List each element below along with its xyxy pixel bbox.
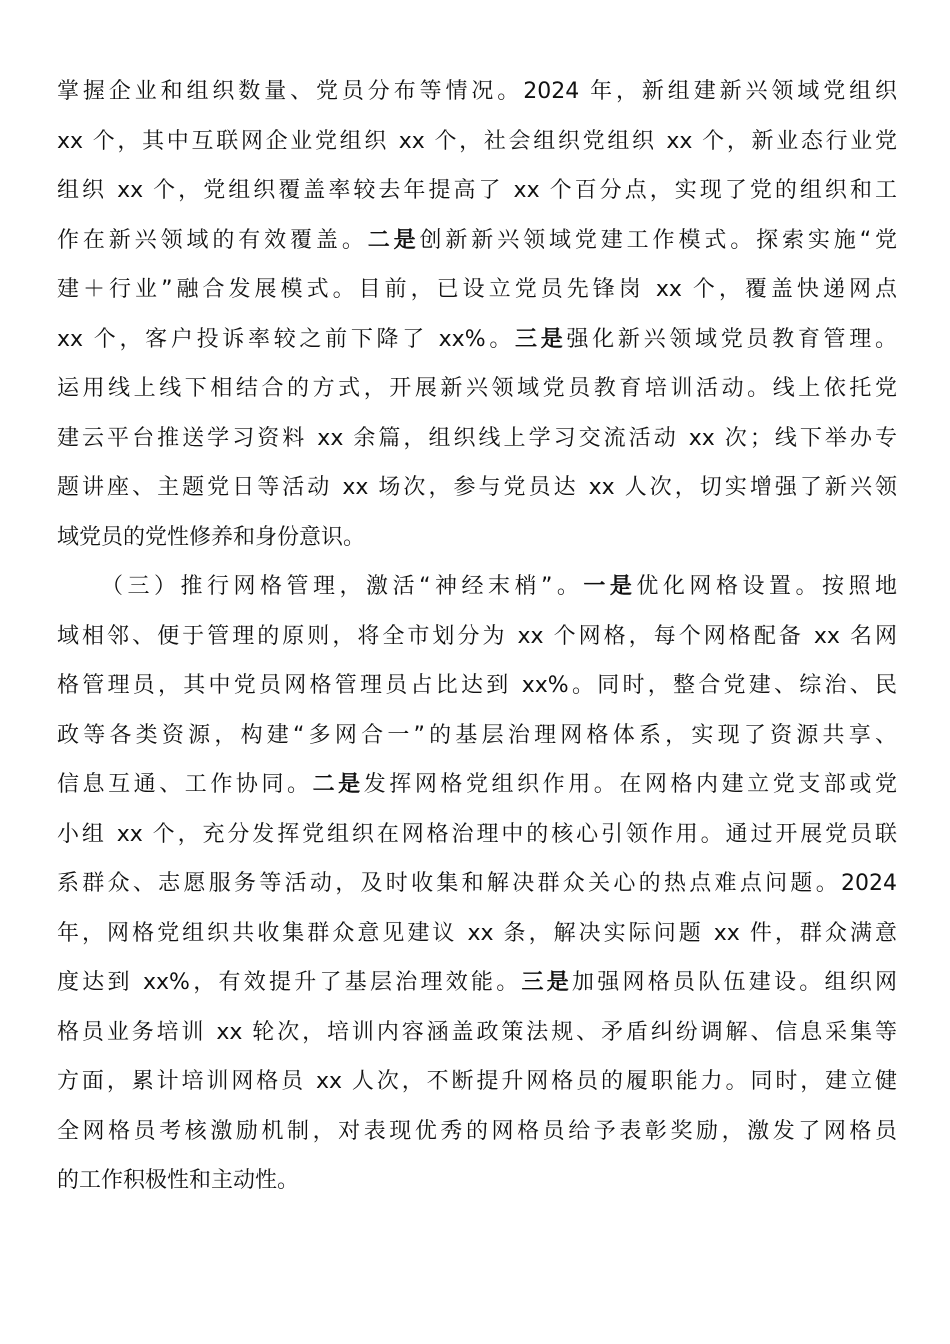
text-segment: 全网格员考核激励机制，对表现优秀的网格员给予表彰奖励，激发了网格员: [57, 1118, 897, 1144]
text-segment: 创新新兴领域党建工作模式。探索实施“党: [419, 227, 897, 253]
text-segment: 建云平台推送学习资料 xx 余篇，组织线上学习交流活动 xx 次；线下举办专: [57, 425, 897, 451]
text-line: [57, 661, 897, 711]
text-segment: 信息互通、工作协同。: [57, 772, 313, 797]
text-segment: 掌握企业和组织数量、党员分布等情况。2024 年，新组建新兴领域党组织: [57, 79, 897, 104]
bold-marker: 三是: [515, 326, 567, 352]
text-segment: 建＋行业”融合发展模式。目前，已设立党员先锋岗 xx 个，覆盖快递网点: [57, 277, 897, 302]
text-segment: 格员业务培训 xx 轮次，培训内容涵盖政策法规、矛盾纠纷调解、信息采集等: [57, 1019, 897, 1045]
text-line: [57, 265, 897, 315]
text-line: [57, 760, 897, 810]
text-line: [57, 166, 897, 216]
text-line: [57, 513, 897, 563]
text-line: [57, 1156, 897, 1206]
bold-marker: 三是: [521, 970, 572, 995]
bold-marker: 一是: [583, 574, 637, 599]
text-line: [57, 315, 897, 365]
text-line: [57, 364, 897, 414]
document-body: [57, 67, 897, 1206]
text-segment: 题讲座、主题党日等活动 xx 场次，参与党员达 xx 人次，切实增强了新兴领: [57, 475, 897, 500]
text-segment: 的工作积极性和主动性。: [57, 1168, 300, 1193]
text-line: [57, 711, 897, 761]
text-line: [57, 1008, 897, 1058]
text-segment: 度达到 xx%，有效提升了基层治理效能。: [57, 970, 522, 995]
text-segment: 组织 xx 个，党组织覆盖率较去年提高了 xx 个百分点，实现了党的组织和工: [57, 178, 897, 203]
text-line: [57, 909, 897, 959]
text-segment: 小组 xx 个，充分发挥党组织在网格治理中的核心引领作用。通过开展党员联: [57, 821, 897, 847]
text-segment: 系群众、志愿服务等活动，及时收集和解决群众关心的热点难点问题。2024: [57, 871, 897, 896]
text-segment: xx 个，客户投诉率较之前下降了 xx%。: [57, 326, 516, 352]
text-line: [57, 1107, 897, 1157]
text-segment: 发挥网格党组织作用。在网格内建立党支部或党: [363, 772, 897, 797]
text-line: [57, 463, 897, 513]
text-segment: 作在新兴领域的有效覆盖。: [57, 227, 368, 253]
text-segment: 运用线上线下相结合的方式，开展新兴领域党员教育培训活动。线上依托党: [57, 376, 897, 401]
text-line: [57, 1057, 897, 1107]
text-line: [57, 612, 897, 662]
text-line: [57, 810, 897, 860]
text-segment: 域党员的党性修养和身份意识。: [57, 524, 366, 550]
text-line: [57, 958, 897, 1008]
text-line: [57, 414, 897, 464]
bold-marker: 二是: [367, 227, 420, 253]
text-segment: 方面，累计培训网格员 xx 人次，不断提升网格员的履职能力。同时，建立健: [57, 1069, 897, 1094]
bold-marker: 二是: [312, 772, 364, 797]
text-segment: xx 个，其中互联网企业党组织 xx 个，社会组织党组织 xx 个，新业态行业党: [57, 128, 897, 154]
text-line: [57, 562, 897, 612]
text-line: [57, 67, 897, 117]
text-segment: （三）推行网格管理，激活“神经末梢”。: [101, 574, 584, 599]
text-line: [57, 859, 897, 909]
text-segment: 政等各类资源，构建“多网合一”的基层治理网格体系，实现了资源共享、: [57, 722, 897, 748]
text-segment: 强化新兴领域党员教育管理。: [566, 326, 897, 352]
text-segment: 优化网格设置。按照地: [636, 574, 897, 599]
text-segment: 年，网格党组织共收集群众意见建议 xx 条，解决实际问题 xx 件，群众满意: [57, 920, 897, 946]
text-segment: 加强网格员队伍建设。组织网: [571, 970, 897, 995]
text-segment: 格管理员，其中党员网格管理员占比达到 xx%。同时，整合党建、综治、民: [57, 673, 897, 698]
text-segment: 域相邻、便于管理的原则，将全市划分为 xx 个网格，每个网格配备 xx 名网: [57, 623, 897, 649]
text-line: [57, 117, 897, 167]
text-line: [57, 216, 897, 266]
